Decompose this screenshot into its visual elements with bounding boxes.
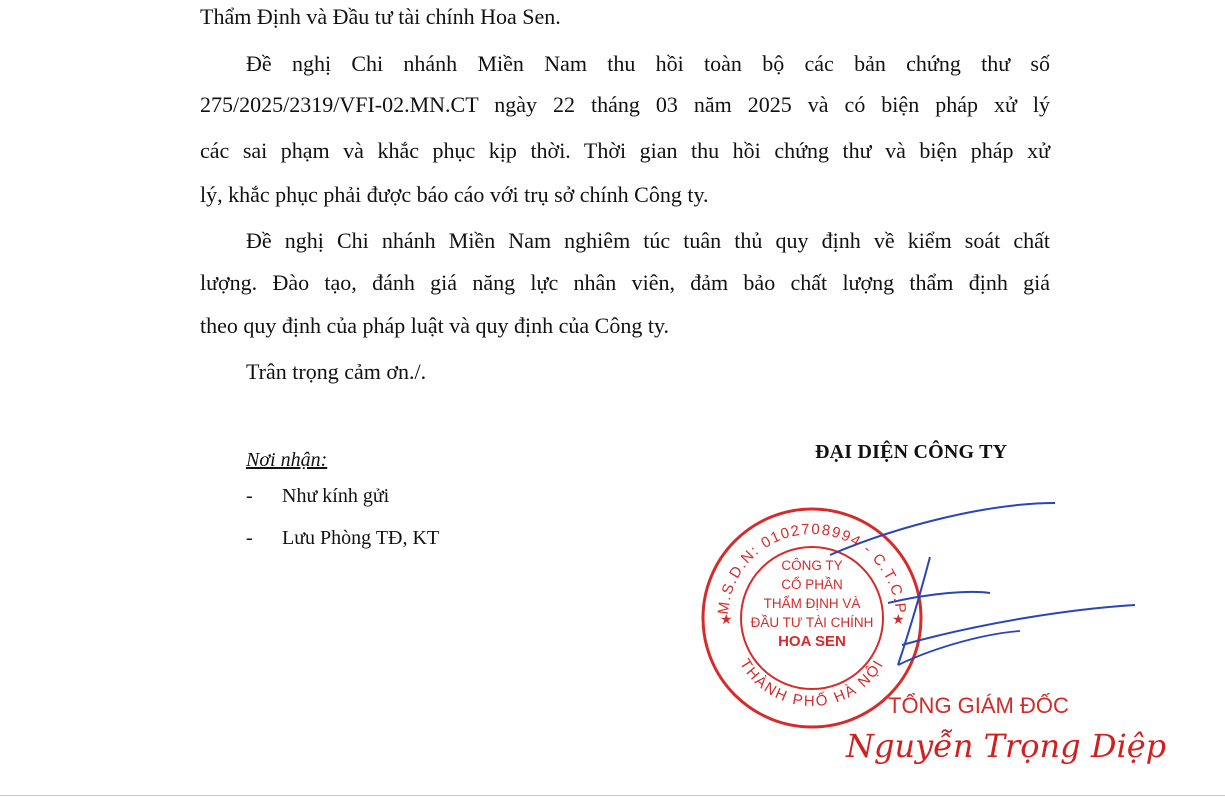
- recipient-dash: -: [246, 527, 253, 549]
- seal-line: ĐẦU TƯ TÀI CHÍNH: [750, 615, 874, 630]
- seal-line: HOA SEN: [778, 633, 846, 650]
- recipient-dash: -: [246, 485, 253, 507]
- recipient-item: [246, 527, 439, 550]
- seal-line: CÔNG TY: [781, 558, 843, 573]
- para2-line3: theo quy định của pháp luật và quy định của Công ty.: [200, 313, 670, 338]
- director-title: TỔNG GIÁM ĐỐC: [888, 693, 1069, 718]
- recipients-heading: Nơi nhận:: [246, 449, 328, 471]
- seal-line: CỔ PHẦN: [781, 577, 843, 592]
- para2-line1: Đề nghị Chi nhánh Miền Nam nghiêm túc tuân thủ quy định về kiểm soát chất: [246, 228, 1050, 253]
- seal-ring-bottom-text: THÀNH PHỐ HÀ NỘI: [736, 656, 888, 711]
- recipient-text: Như kính gửi: [282, 485, 390, 507]
- closing-line: Trân trọng cảm ơn./.: [246, 359, 427, 384]
- para1-line2: 275/2025/2319/VFI-02.MN.CT ngày 22 tháng 03 năm 2025 và có biện pháp xử lý: [200, 92, 1050, 117]
- seal-ring-text: M.S.D.N: 0102708994 - C.T.C.P: [714, 520, 910, 616]
- recipient-item: [246, 485, 389, 508]
- seal-star-icon: ★: [892, 613, 905, 628]
- para1-line3: các sai phạm và khắc phục kịp thời. Thời gian thu hồi chứng thư và biện pháp xử: [200, 138, 1050, 163]
- signature-title: ĐẠI DIỆN CÔNG TY: [815, 441, 1008, 463]
- signatory-name: Nguyễn Trọng Diệp: [846, 727, 1167, 765]
- recipient-text: Lưu Phòng TĐ, KT: [282, 527, 440, 549]
- body-line-intro: Thẩm Định và Đầu tư tài chính Hoa Sen.: [200, 4, 561, 29]
- page-bottom-rule: [0, 795, 1225, 796]
- para1-line4: lý, khắc phục phải được báo cáo với trụ sở chính Công ty.: [200, 182, 709, 207]
- para1-line1: Đề nghị Chi nhánh Miền Nam thu hồi toàn bộ các bản chứng thư số: [246, 51, 1050, 76]
- para2-line2: lượng. Đào tạo, đánh giá năng lực nhân viên, đảm bảo chất lượng thẩm định giá: [200, 270, 1050, 295]
- handwritten-signature: [780, 485, 1160, 685]
- seal-line: THẨM ĐỊNH VÀ: [763, 596, 861, 611]
- seal-star-icon: ★: [720, 613, 733, 628]
